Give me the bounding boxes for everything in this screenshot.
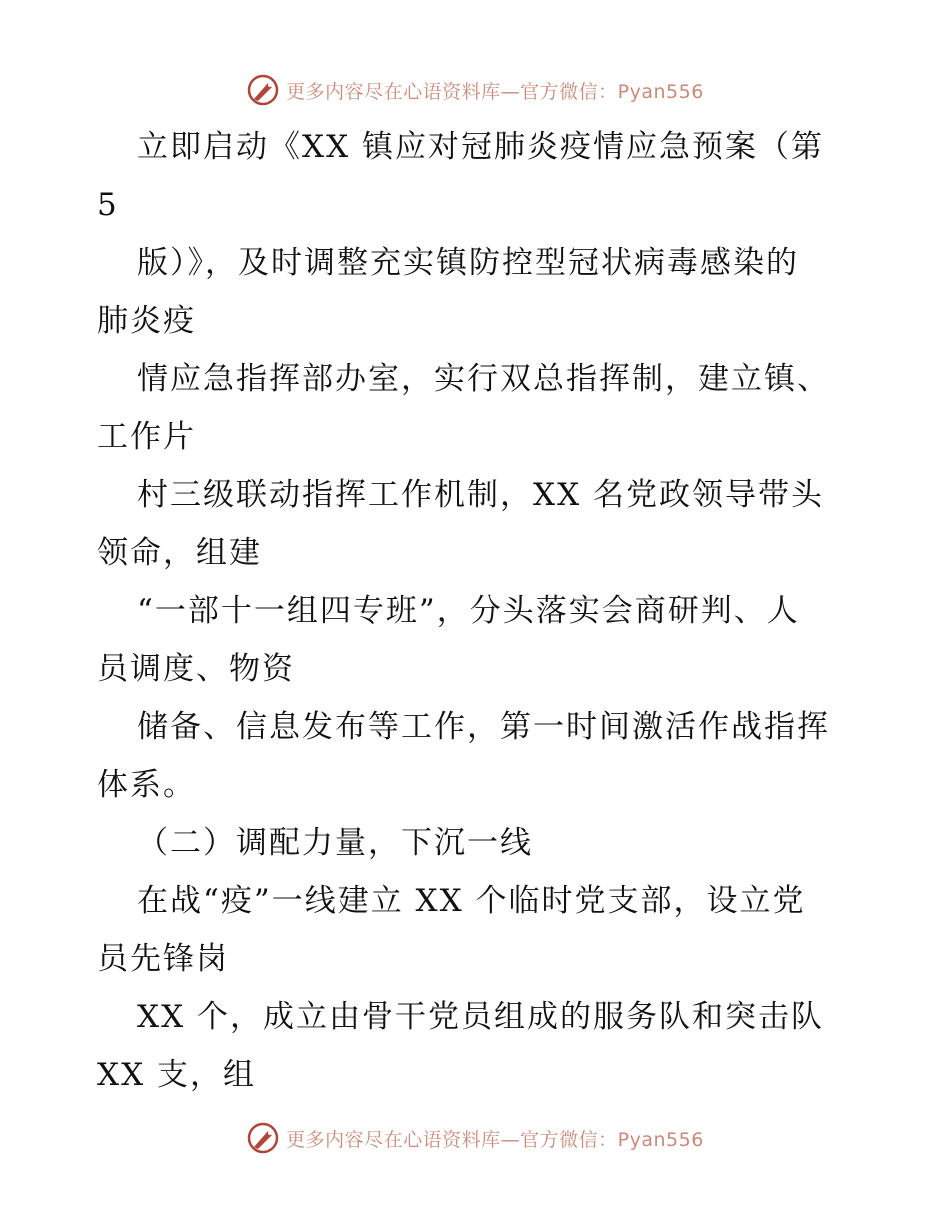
watermark-text: 更多内容尽在心语资料库—官方微信：Pyan556: [286, 80, 704, 103]
body-line: 员调度、物资: [97, 651, 295, 687]
body-line: XX 支，组: [97, 1057, 256, 1093]
header-watermark: [0, 70, 950, 110]
pen-logo-icon: [246, 1121, 280, 1155]
body-line: “一部十一组四专班”，分头落实会商研判、人: [137, 593, 800, 629]
document-body: [97, 118, 867, 1104]
body-line: 体系。: [97, 767, 196, 803]
body-line: 员先锋岗: [97, 941, 229, 977]
body-line: 5: [97, 187, 119, 223]
body-line: 村三级联动指挥工作机制，XX 名党政领导带头: [137, 477, 824, 513]
body-line: 在战“疫”一线建立 XX 个临时党支部，设立党: [137, 883, 806, 919]
body-line: 情应急指挥部办室，实行双总指挥制，建立镇、: [137, 361, 830, 397]
body-line: 领命，组建: [97, 535, 262, 571]
watermark-text: 更多内容尽在心语资料库—官方微信：Pyan556: [286, 1128, 704, 1151]
body-line: 版）》，及时调整充实镇防控型冠状病毒感染的: [137, 245, 799, 281]
body-line: 工作片: [97, 419, 196, 455]
footer-watermark: [0, 1118, 950, 1158]
body-line: XX 个，成立由骨干党员组成的服务队和突击队: [137, 999, 824, 1035]
pen-logo-icon: [246, 73, 280, 107]
body-line: 肺炎疫: [97, 303, 196, 339]
body-line: 立即启动《XX 镇应对冠肺炎疫情应急预案（第: [137, 129, 824, 165]
body-line: 储备、信息发布等工作，第一时间激活作战指挥: [137, 709, 830, 745]
section-heading: （二）调配力量，下沉一线: [137, 825, 533, 861]
